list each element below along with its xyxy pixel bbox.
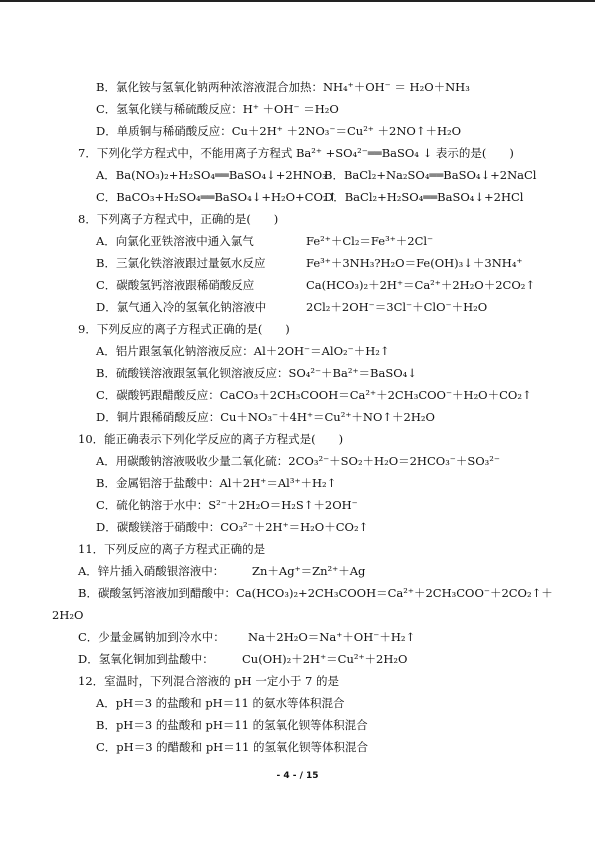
line-segment: 2H₂O: [52, 608, 84, 622]
text-line: [52, 608, 83, 623]
text-line: [96, 476, 336, 491]
line-segment: D．BaCl₂+H₂SO₄══BaSO₄↓+2HCl: [324, 190, 524, 204]
line-segment: 8．下列离子方程式中，正确的是( ): [78, 212, 279, 226]
line-segment: Fe³⁺＋3NH₃?H₂O＝Fe(OH)₃↓＋3NH₄⁺: [306, 256, 523, 270]
text-line: [78, 652, 408, 667]
text-line: [96, 190, 524, 205]
text-line: [96, 256, 523, 271]
line-segment: D．碳酸镁溶于硝酸中：CO₃²⁻＋2H⁺＝H₂O＋CO₂↑: [96, 520, 369, 534]
text-line: [96, 696, 345, 711]
text-line: [96, 366, 417, 381]
line-segment: A．锌片插入硝酸银溶液中：: [78, 564, 225, 578]
page-number: - 4 - / 15: [276, 771, 319, 781]
text-line: [96, 234, 434, 249]
line-segment: C．BaCO₃+H₂SO₄══BaSO₄↓+H₂O+CO₂↑: [96, 190, 338, 204]
text-line: [78, 432, 343, 447]
line-segment: B．三氯化铁溶液跟过量氨水反应: [96, 256, 266, 270]
text-line: [96, 124, 461, 139]
line-segment: 2Cl₂＋2OH⁻＝3Cl⁻＋ClO⁻＋H₂O: [306, 300, 488, 314]
line-segment: 11．下列反应的离子方程式正确的是: [78, 542, 266, 556]
text-line: [96, 388, 532, 403]
text-line: [78, 146, 514, 161]
text-line: [96, 740, 368, 755]
line-segment: A．铝片跟氢氧化钠溶液反应：Al＋2OH⁻＝AlO₂⁻＋H₂↑: [96, 344, 390, 358]
text-line: [96, 454, 500, 469]
line-segment: A．pH＝3 的盐酸和 pH＝11 的氨水等体积混合: [96, 696, 345, 710]
line-segment: 7．下列化学方程式中，不能用离子方程式 Ba²⁺ +SO₄²⁻══BaSO₄ ↓ 表示的是( ): [78, 146, 514, 160]
top-rule: [0, 0, 595, 2]
line-segment: B．pH＝3 的盐酸和 pH＝11 的氢氧化钡等体积混合: [96, 718, 368, 732]
text-line: [78, 564, 366, 579]
line-segment: C．碳酸钙跟醋酸反应：CaCO₃＋2CH₃COOH＝Ca²⁺＋2CH₃COO⁻＋H₂O＋CO₂↑: [96, 388, 532, 402]
text-line: [96, 498, 358, 513]
line-segment: C．少量金属钠加到冷水中：: [78, 630, 225, 644]
text-line: [96, 344, 390, 359]
line-segment: B．碳酸氢钙溶液加到醋酸中：Ca(HCO₃)₂+2CH₃COOH＝Ca²⁺＋2CH₃COO⁻＋2CO₂↑＋: [78, 586, 553, 600]
text-line: [96, 102, 339, 117]
text-line: [96, 410, 435, 425]
text-line: [96, 300, 488, 315]
text-line: [96, 278, 536, 293]
line-segment: A．Ba(NO₃)₂+H₂SO₄══BaSO₄↓+2HNO₃: [96, 168, 327, 182]
text-line: [78, 586, 553, 601]
line-segment: B．氯化铵与氢氧化钠两种浓溶液混合加热：NH₄⁺＋OH⁻ ＝ H₂O＋NH₃: [96, 80, 470, 94]
line-segment: Zn＋Ag⁺＝Zn²⁺＋Ag: [252, 564, 366, 578]
line-segment: Na＋2H₂O＝Na⁺＋OH⁻＋H₂↑: [248, 630, 416, 644]
line-segment: C．pH＝3 的醋酸和 pH＝11 的氢氧化钡等体积混合: [96, 740, 368, 754]
line-segment: Ca(HCO₃)₂＋2H⁺＝Ca²⁺＋2H₂O＋2CO₂↑: [306, 278, 536, 292]
line-segment: D．单质铜与稀硝酸反应：Cu＋2H⁺ ＋2NO₃⁻＝Cu²⁺ ＋2NO↑＋H₂O: [96, 124, 462, 138]
line-segment: Cu(OH)₂＋2H⁺＝Cu²⁺＋2H₂O: [242, 652, 408, 666]
line-segment: Fe²⁺＋Cl₂＝Fe³⁺＋2Cl⁻: [306, 234, 434, 248]
line-segment: B．硫酸镁溶液跟氢氧化钡溶液反应：SO₄²⁻＋Ba²⁺＝BaSO₄↓: [96, 366, 417, 380]
line-segment: B．BaCl₂+Na₂SO₄══BaSO₄↓+2NaCl: [324, 168, 537, 182]
line-segment: A．用碳酸钠溶液吸收少量二氧化硫：2CO₃²⁻＋SO₂＋H₂O＝2HCO₃⁻＋SO₃²⁻: [96, 454, 500, 468]
text-line: [78, 674, 339, 689]
line-segment: B．金属铝溶于盐酸中：Al＋2H⁺＝Al³⁺＋H₂↑: [96, 476, 337, 490]
line-segment: 12．室温时，下列混合溶液的 pH 一定小于 7 的是: [78, 674, 339, 688]
text-line: [96, 718, 368, 733]
line-segment: 10．能正确表示下列化学反应的离子方程式是( ): [78, 432, 344, 446]
line-segment: A．向氯化亚铁溶液中通入氯气: [96, 234, 254, 248]
text-line: [78, 212, 278, 227]
text-line: [78, 322, 290, 337]
line-segment: C．硫化钠溶于水中：S²⁻＋2H₂O＝H₂S↑＋2OH⁻: [96, 498, 358, 512]
line-segment: 9．下列反应的离子方程式正确的是( ): [78, 322, 290, 336]
text-line: [96, 520, 368, 535]
text-line: [96, 168, 537, 183]
line-segment: C．碳酸氢钙溶液跟稀硝酸反应: [96, 278, 255, 292]
line-segment: C．氢氧化镁与稀硫酸反应：H⁺ ＋OH⁻ ＝H₂O: [96, 102, 339, 116]
text-line: [78, 542, 265, 557]
text-line: [96, 80, 470, 95]
line-segment: D．氢氧化铜加到盐酸中：: [78, 652, 214, 666]
line-segment: D．氯气通入冷的氢氧化钠溶液中: [96, 300, 267, 314]
line-segment: D．铜片跟稀硝酸反应：Cu＋NO₃⁻＋4H⁺＝Cu²⁺＋NO↑＋2H₂O: [96, 410, 435, 424]
text-line: [78, 630, 416, 645]
